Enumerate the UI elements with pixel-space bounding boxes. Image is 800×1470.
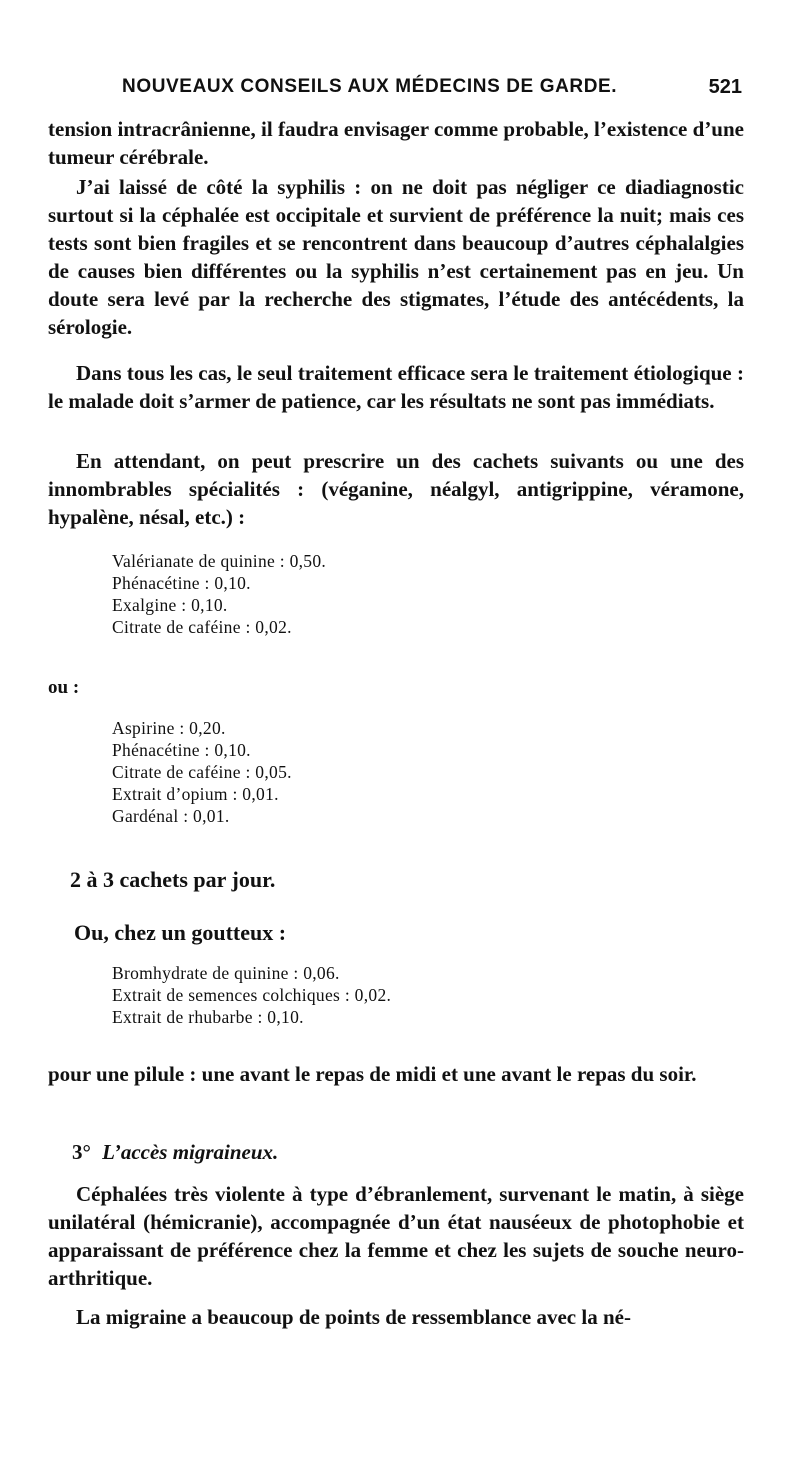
ou-label: ou : [48, 677, 80, 698]
prescription-line: Phénacétine : 0,10. [112, 573, 251, 593]
paragraph-syphilis: J’ai laissé de côté la syphilis : on ne doit pas négliger ce diadiagnostic surtout si la céphalée est occipitale et survient de préférence la nuit; mais ces tests sont bien fragiles et se rencontrent dans beaucoup d’autres céphalalgies de causes bien différentes ou la syphilis n’est certainement pas en jeu. Un doute sera levé par la recherche des stigmates, l’étude des antécédents, la sérologie. [48, 175, 744, 339]
paragraph-pilule: pour une pilule : une avant le repas de midi et une avant le repas du soir. [48, 1062, 697, 1086]
running-title: NOUVEAUX CONSEILS AUX MÉDECINS DE GARDE. [122, 76, 618, 97]
prescription-line: Gardénal : 0,01. [112, 806, 230, 826]
page-header [0, 76, 800, 104]
prescription-line: Citrate de caféine : 0,05. [112, 762, 292, 782]
section-heading: L’accès migraineux. [102, 1140, 279, 1164]
prescription-line: Citrate de caféine : 0,02. [112, 617, 292, 637]
paragraph-tumeur: tension intracrânienne, il faudra envisager comme probable, l’existence d’une tumeur cérébrale. [48, 117, 744, 169]
goutteux-heading: Ou, chez un goutteux : [74, 920, 287, 945]
paragraph-cachets: En attendant, on peut prescrire un des cachets suivants ou une des innombrables spécialités : (véganine, néalgyl, antigrippine, véramone, hypalène, nésal, etc.) : [48, 449, 744, 529]
section-number: 3° [72, 1140, 91, 1164]
section-title [72, 1140, 278, 1165]
prescription-list-1 [112, 550, 326, 638]
paragraph-ressemblance: La migraine a beaucoup de points de ressemblance avec la né- [76, 1305, 631, 1329]
prescription-line: Extrait de semences colchiques : 0,02. [112, 985, 392, 1005]
prescription-line: Extrait d’opium : 0,01. [112, 784, 279, 804]
dosage-instruction: 2 à 3 cachets par jour. [70, 867, 276, 892]
prescription-list-2 [112, 717, 292, 827]
prescription-line: Phénacétine : 0,10. [112, 740, 251, 760]
prescription-line: Extrait de rhubarbe : 0,10. [112, 1007, 304, 1027]
prescription-line: Aspirine : 0,20. [112, 718, 226, 738]
prescription-list-3 [112, 962, 391, 1028]
paragraph-traitement: Dans tous les cas, le seul traitement efficace sera le traitement étiologique : le malade doit s’armer de patience, car les résultats ne sont pas immédiats. [48, 361, 744, 413]
page-number: 521 [708, 76, 742, 98]
prescription-line: Valérianate de quinine : 0,50. [112, 551, 327, 571]
paragraph-migraine: Céphalées très violente à type d’ébranlement, survenant le matin, à siège unilatéral (hémicranie), accompagnée d’un état nauséeux de photophobie et apparaissant de préférence chez la femme et chez les sujets de souche neuro-arthritique. [48, 1182, 744, 1290]
prescription-line: Bromhydrate de quinine : 0,06. [112, 963, 340, 983]
prescription-line: Exalgine : 0,10. [112, 595, 228, 615]
